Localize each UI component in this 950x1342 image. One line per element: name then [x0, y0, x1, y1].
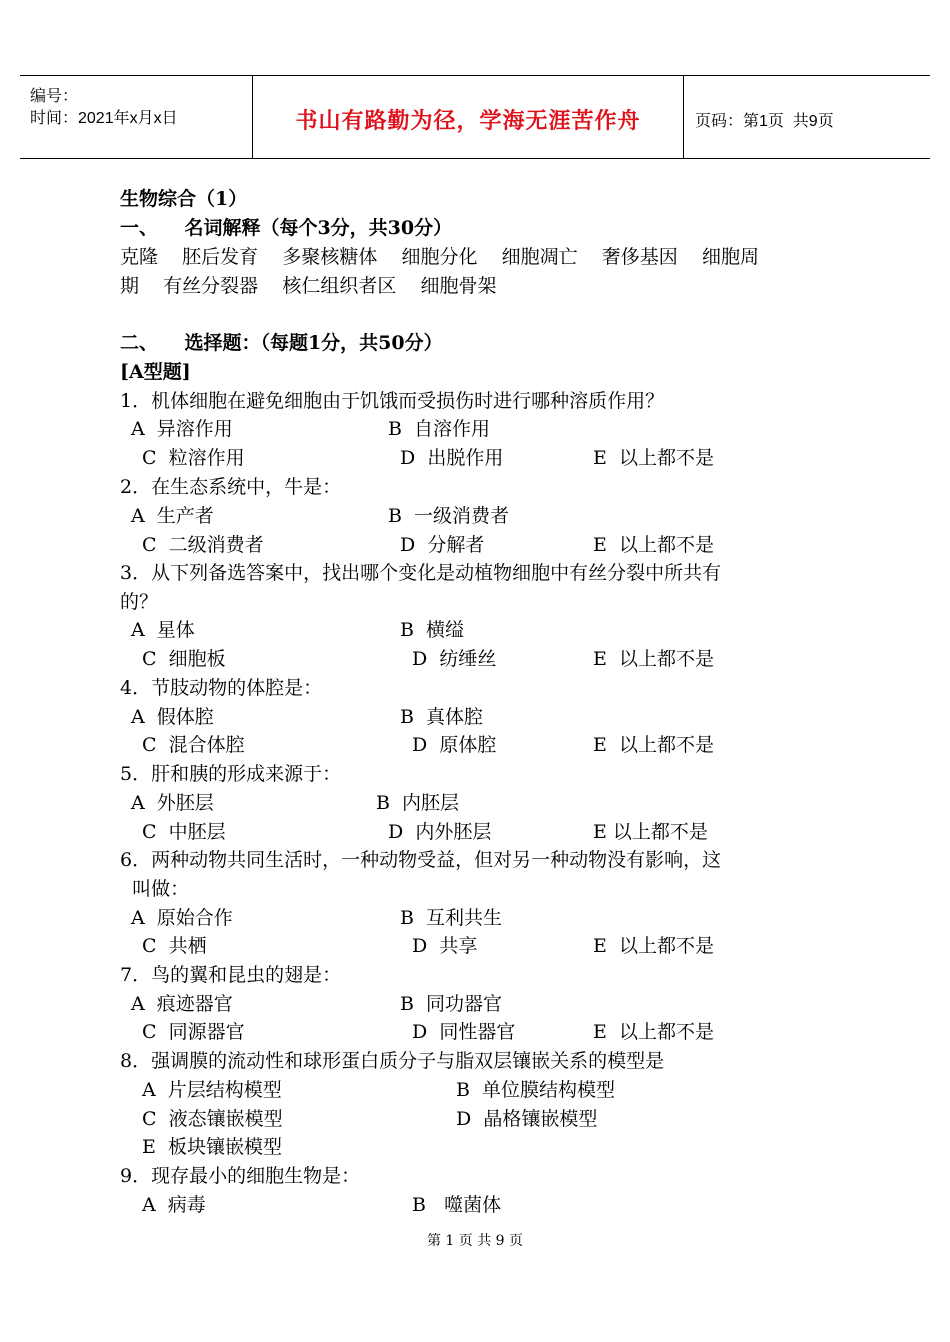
q6-option-b: B 互利共生: [400, 907, 503, 929]
q2-option-a: A 生产者: [131, 505, 214, 527]
number-label: 编号：: [30, 88, 79, 105]
q1-option-e: E 以上都不是: [593, 447, 714, 469]
q5-option-d: D 内外胚层: [388, 821, 492, 843]
question-4: 4．节肢动物的体腔是：: [120, 677, 323, 699]
q2-option-d: D 分解者: [400, 534, 485, 556]
q3-option-d: D 纺缍丝: [412, 648, 497, 670]
q4-option-e: E 以上都不是: [593, 734, 714, 756]
question-8: 8．强调膜的流动性和球形蛋白质分子与脂双层镶嵌关系的模型是: [120, 1050, 665, 1072]
header-left-cell: [20, 76, 252, 158]
q8-option-c: C 液态镶嵌模型: [142, 1108, 283, 1130]
question-9: 9．现存最小的细胞生物是：: [120, 1165, 361, 1187]
q6-option-a: A 原始合作: [131, 907, 233, 929]
q3-option-a: A 星体: [131, 619, 195, 641]
question-2: 2．在生态系统中，牛是：: [120, 476, 342, 498]
q2-option-b: B 一级消费者: [388, 505, 510, 527]
time-label: 时间：2021年x月x日: [30, 110, 178, 127]
q9-option-a: A 病毒: [142, 1194, 206, 1216]
question-type-label: [A型题]: [120, 361, 191, 383]
q8-option-a: A 片层结构模型: [142, 1079, 282, 1101]
q2-option-e: E 以上都不是: [593, 534, 714, 556]
q8-option-e: E 板块镶嵌模型: [142, 1136, 282, 1158]
header-motto-cell: [252, 76, 684, 158]
q2-option-c: C 二级消费者: [142, 534, 264, 556]
q7-option-b: B 同功器官: [400, 993, 503, 1015]
q6-option-c: C 共栖: [142, 935, 207, 957]
q7-option-d: D 同性器官: [412, 1021, 516, 1043]
q7-option-e: E 以上都不是: [593, 1021, 714, 1043]
q5-option-c: C 中胚层: [142, 821, 226, 843]
question-1: 1．机体细胞在避免细胞由于饥饿而受损伤时进行哪种溶质作用？: [120, 390, 665, 412]
page-info: 页码：第1页 共9页: [695, 113, 834, 130]
q7-option-c: C 同源器官: [142, 1021, 245, 1043]
terms-line-1: 克隆 胚后发育 多聚核糖体 细胞分化 细胞凋亡 奢侈基因 细胞周: [120, 246, 759, 268]
header-right-cell: [683, 76, 930, 158]
question-6: 6．两种动物共同生活时，一种动物受益，但对另一种动物没有影响，这: [120, 849, 722, 871]
q3-option-b: B 横缢: [400, 619, 465, 641]
page-footer: 第 1 页 共 9 页: [426, 1233, 524, 1249]
q5-option-e: E 以上都不是: [593, 821, 708, 843]
q5-option-a: A 外胚层: [131, 792, 214, 814]
q4-option-c: C 混合体腔: [142, 734, 245, 756]
q1-option-d: D 出脱作用: [400, 447, 504, 469]
question-3-cont: 的？: [120, 591, 159, 613]
q3-option-e: E 以上都不是: [593, 648, 714, 670]
question-5: 5．肝和胰的形成来源于：: [120, 763, 342, 785]
q4-option-a: A 假体腔: [131, 706, 214, 728]
q6-option-d: D 共享: [412, 935, 478, 957]
q1-option-b: B 自溶作用: [388, 418, 491, 440]
q1-option-a: A 异溶作用: [131, 418, 233, 440]
question-6-cont: 叫做：: [120, 878, 190, 900]
q7-option-a: A 痕迹器官: [131, 993, 233, 1015]
q4-option-b: B 真体腔: [400, 706, 484, 728]
section2-heading: 二、 选择题：（每题1分，共50分）: [120, 332, 443, 354]
q8-option-d: D 晶格镶嵌模型: [456, 1108, 598, 1130]
q6-option-e: E 以上都不是: [593, 935, 714, 957]
q9-option-b: B 噬菌体: [412, 1194, 502, 1216]
q3-option-c: C 细胞板: [142, 648, 226, 670]
terms-line-2: 期 有丝分裂器 核仁组织者区 细胞骨架: [120, 275, 497, 297]
document-title: 生物综合（1）: [120, 188, 248, 210]
q4-option-d: D 原体腔: [412, 734, 497, 756]
q8-option-b: B 单位膜结构模型: [456, 1079, 616, 1101]
q1-option-c: C 粒溶作用: [142, 447, 245, 469]
page-header: [20, 75, 930, 159]
motto: 书山有路勤为径，学海无涯苦作舟: [295, 109, 641, 134]
question-3: 3．从下列备选答案中，找出哪个变化是动植物细胞中有丝分裂中所共有: [120, 562, 722, 584]
question-7: 7．鸟的翼和昆虫的翅是：: [120, 964, 342, 986]
section1-heading: 一、 名词解释（每个3分，共30分）: [120, 217, 453, 239]
q5-option-b: B 内胚层: [376, 792, 460, 814]
